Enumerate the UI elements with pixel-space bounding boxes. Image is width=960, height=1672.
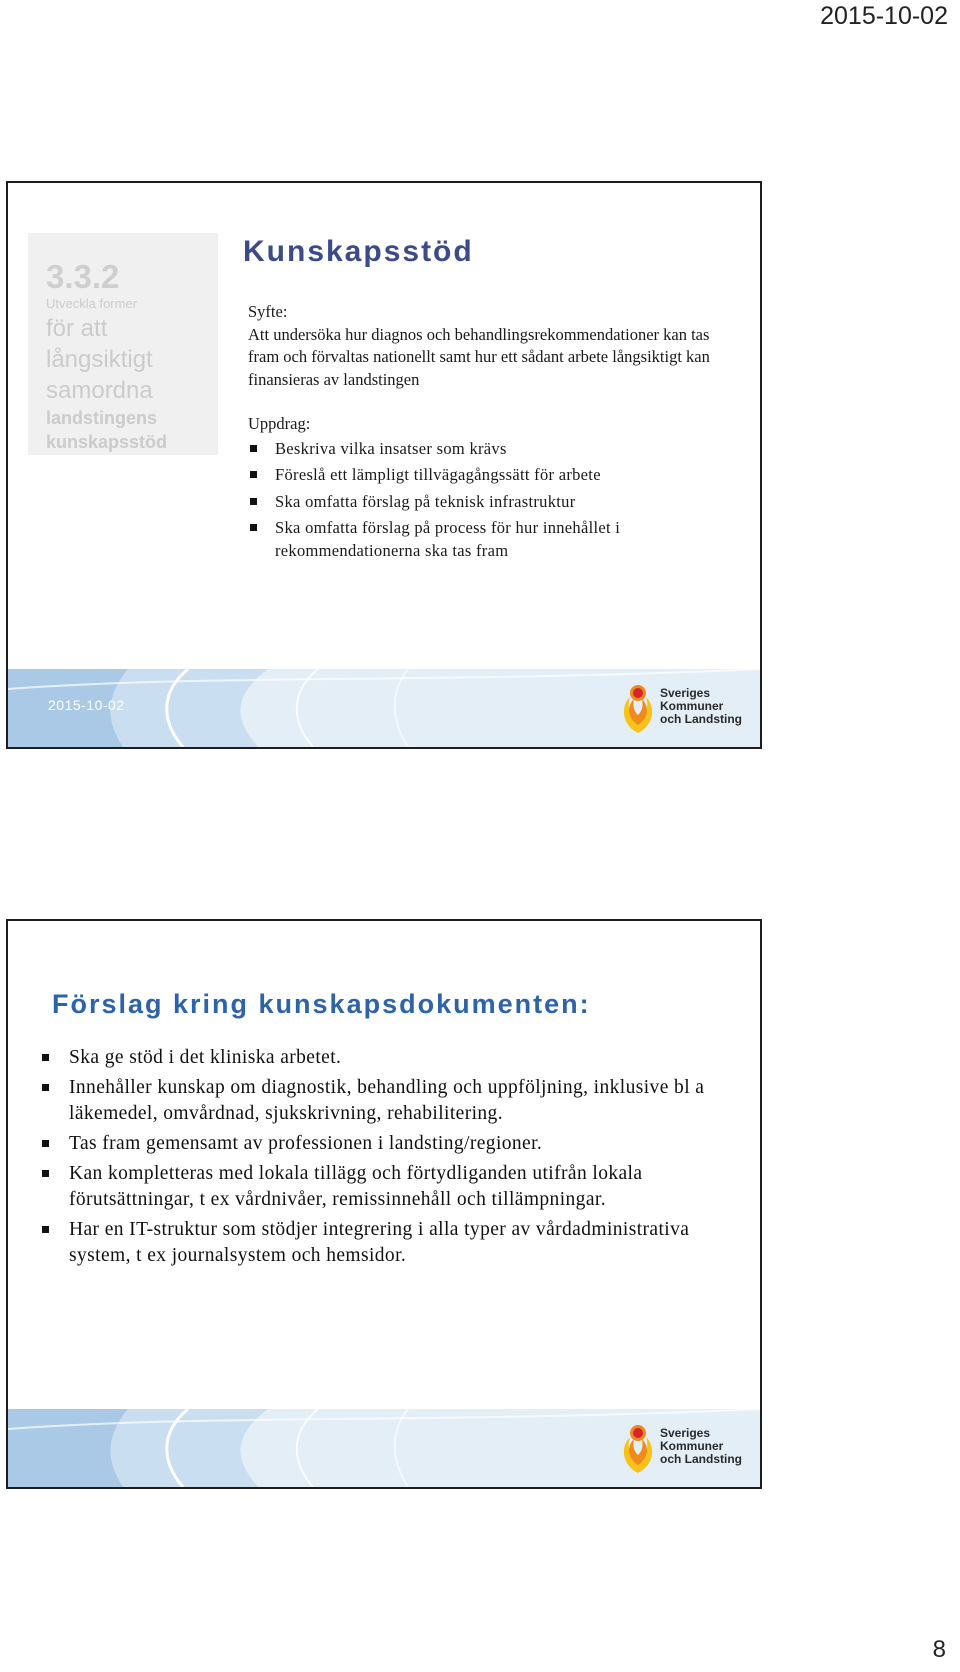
page-number: 8 <box>932 1636 946 1663</box>
list-item-text: Tas fram gemensamt av professionen i landsting/regioner. <box>69 1133 543 1154</box>
assignment-list <box>248 438 718 563</box>
section-title-line: Utveckla former <box>46 296 138 311</box>
list-item <box>40 1217 720 1269</box>
logo-text-line: och Landsting <box>660 712 742 726</box>
logo-text-line: Kommuner <box>660 1439 724 1453</box>
skl-logo <box>618 1421 746 1475</box>
list-item-text: Ska ge stöd i det kliniska arbetet. <box>69 1047 342 1068</box>
slide-kunskapsstod <box>6 181 762 749</box>
square-bullet-icon <box>250 445 257 452</box>
list-item-text: Har en IT-struktur som stödjer integrering i alla typer av vårdadministrativa system, t ex journalsystem och hemsidor. <box>69 1219 690 1266</box>
section-number: 3.3.2 <box>46 258 120 295</box>
assignment-label: Uppdrag: <box>248 414 311 433</box>
list-item-text: Kan kompletteras med lokala tillägg och förtydliganden utifrån lokala förutsättningar, t ex vårdnivåer, remissinnehåll och tillämpningar. <box>69 1163 643 1210</box>
square-bullet-icon <box>42 1170 49 1177</box>
list-item-text: Ska omfatta förslag på teknisk infrastruktur <box>275 491 576 511</box>
list-item <box>248 464 718 487</box>
logo-text <box>660 1427 742 1466</box>
list-item-text: Föreslå ett lämpligt tillvägagångssätt för arbete <box>275 465 601 484</box>
section-title-line: kunskapsstöd <box>46 432 168 452</box>
skl-logo <box>618 681 746 735</box>
slide-kunskapsdokumenten <box>6 919 762 1489</box>
purpose-text: Att undersöka hur diagnos och behandlingsrekommendationer kan tas fram och förvaltas nationellt samt hur ett sådant arbete långsiktigt kan finansieras av landstingen <box>248 324 710 389</box>
skl-logo-icon <box>618 1421 658 1475</box>
square-bullet-icon <box>250 498 257 505</box>
skl-logo-icon <box>618 681 658 735</box>
square-bullet-icon <box>42 1054 49 1061</box>
proposal-list <box>40 1045 720 1269</box>
list-item <box>248 491 718 514</box>
list-item <box>248 438 718 461</box>
page-date: 2015-10-02 <box>820 2 948 30</box>
logo-text-line: och Landsting <box>660 1452 742 1466</box>
footer-date: 2015-10-02 <box>48 697 125 713</box>
section-title-line: långsiktigt <box>46 346 153 373</box>
list-item-text: Beskriva vilka insatser som krävs <box>275 438 507 458</box>
list-item <box>40 1045 720 1071</box>
slide-footer <box>8 669 760 747</box>
logo-text-line: Kommuner <box>660 699 724 713</box>
section-title-line: för att <box>46 315 108 342</box>
square-bullet-icon <box>42 1084 49 1091</box>
square-bullet-icon <box>42 1140 49 1147</box>
list-item <box>40 1075 720 1127</box>
slide-body <box>248 301 718 566</box>
list-item <box>40 1161 720 1213</box>
section-title-line: samordna <box>46 377 153 404</box>
logo-text-line: Sveriges <box>660 686 711 700</box>
list-item <box>248 517 718 562</box>
section-title-line: landstingens <box>46 408 158 428</box>
logo-text-line: Sveriges <box>660 1426 711 1440</box>
list-item <box>40 1131 720 1157</box>
slide-footer <box>8 1409 760 1487</box>
logo-text <box>660 687 742 726</box>
slide-body <box>40 1045 720 1273</box>
square-bullet-icon <box>250 524 257 531</box>
square-bullet-icon <box>250 471 257 478</box>
slide-title: Kunskapsstöd <box>243 235 474 268</box>
section-sidebar <box>28 233 218 455</box>
purpose-label: Syfte: <box>248 302 288 321</box>
slide-title: Förslag kring kunskapsdokumenten: <box>52 989 591 1019</box>
list-item-text: Innehåller kunskap om diagnostik, behandling och uppföljning, inklusive bl a läkemedel, omvårdnad, sjukskrivning, rehabilitering. <box>69 1077 705 1124</box>
square-bullet-icon <box>42 1226 49 1233</box>
list-item-text: Ska omfatta förslag på process för hur innehållet i rekommendationerna ska tas fram <box>275 518 621 560</box>
